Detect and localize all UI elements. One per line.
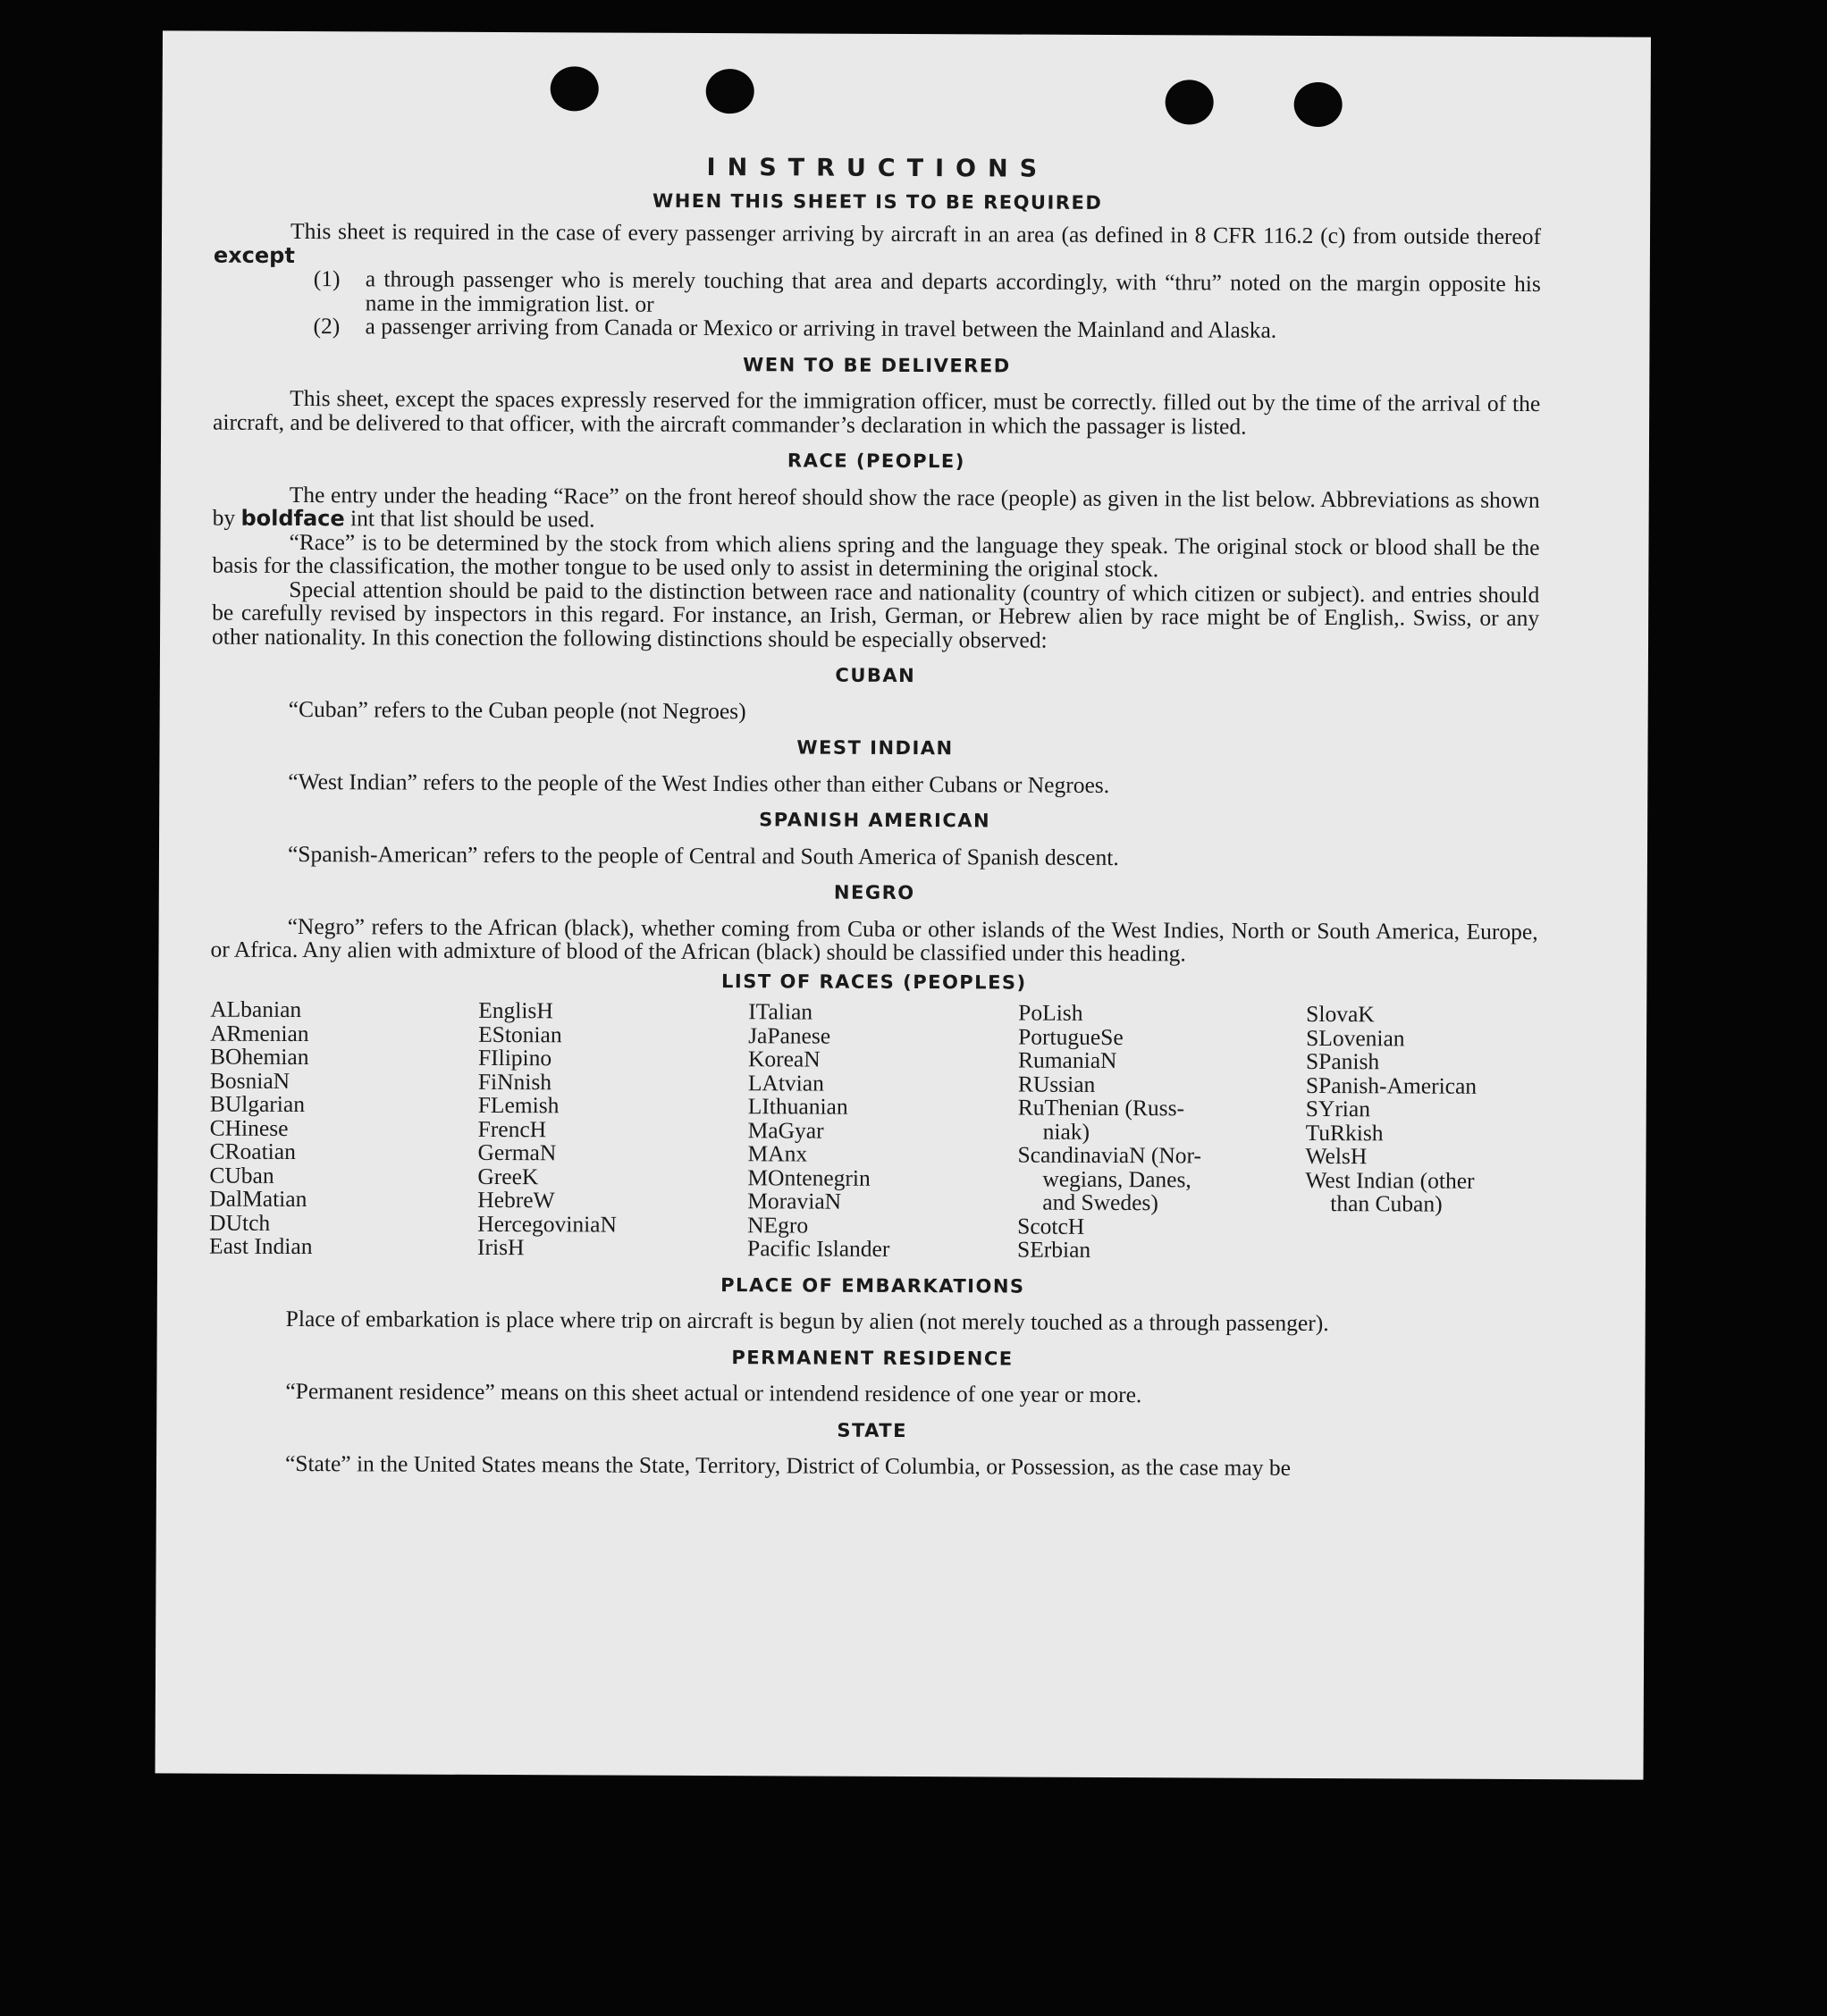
race-entry: GermaN — [477, 1138, 557, 1166]
heading-when-delivered: WEN TO BE DELIVERED — [743, 353, 1011, 377]
cuban-text: “Cuban” refers to the Cuban people (not Negroes) — [288, 695, 746, 724]
race-entry: DUtch — [209, 1209, 271, 1236]
spanish-american-text: “Spanish-American” refers to the people of Central and South America of Spanish descent. — [287, 840, 1119, 870]
races-table — [209, 995, 1537, 1264]
document-sheet — [155, 30, 1650, 1779]
race-entry: RUssian — [1017, 1071, 1096, 1097]
race-entry: FrencH — [477, 1115, 547, 1142]
race-entry: TuRkish — [1305, 1119, 1384, 1146]
race-entry: SYrian — [1305, 1095, 1371, 1122]
race-entry: East Indian — [209, 1232, 313, 1260]
race-entry: ARmenian — [210, 1020, 309, 1046]
punch-hole — [1294, 82, 1343, 127]
races-column — [1305, 1000, 1537, 1264]
race-entry: MaGyar — [747, 1116, 824, 1144]
race-entry: SPanish-American — [1305, 1071, 1478, 1099]
heading-when-required: WHEN THIS SHEET IS TO BE REQUIRED — [652, 189, 1103, 214]
heading-list-of-races: LIST OF RACES (PEOPLES) — [721, 970, 1027, 994]
races-column — [209, 995, 478, 1260]
race-entry: JaPanese — [748, 1021, 831, 1049]
west-indian-text: “West Indian” refers to the people of the West Indies other than either Cubans or Negroes. — [288, 768, 1110, 798]
race-entry: niak) — [1042, 1118, 1090, 1145]
race-entry: KoreaN — [747, 1046, 821, 1072]
race-entry: RuThenian (Russ- — [1017, 1094, 1185, 1121]
negro-text: “Negro” refers to the African (black), whether coming from Cuba or other islands of the West Indies, North or South America, Europe, or Africa. Any alien with admixture of blood of the African (black) should be classified under this heading. — [210, 912, 1538, 967]
race-entry: IrisH — [477, 1233, 525, 1261]
race-entry: FiNnish — [477, 1068, 552, 1095]
race-entry: PortugueSe — [1018, 1023, 1124, 1050]
race-entry: NEgro — [747, 1211, 809, 1239]
race-entry: FLemish — [477, 1091, 560, 1119]
race-entry: and Swedes) — [1042, 1189, 1158, 1216]
race-entry: CUban — [209, 1162, 274, 1189]
race-entry: CRoatian — [209, 1138, 296, 1165]
heading-permanent-residence: PERMANENT RESIDENCE — [731, 1346, 1014, 1370]
race-entry: PoLish — [1018, 999, 1083, 1026]
heading-spanish-american: SPANISH AMERICAN — [759, 809, 991, 832]
page-title: INSTRUCTIONS — [706, 154, 1049, 183]
race-entry: ScandinaviaN (Nor- — [1017, 1141, 1202, 1169]
race-entry: WelsH — [1305, 1142, 1368, 1170]
race-entry: SErbian — [1017, 1236, 1091, 1263]
list-item: (2) a passenger arriving from Canada or Mexico or arriving in travel between the Mainland and Alaska. — [313, 313, 1277, 343]
heading-race: RACE (PEOPLE) — [787, 449, 965, 473]
punch-hole — [1166, 80, 1214, 124]
race-entry: BosniaN — [209, 1067, 290, 1094]
state-text: “State” in the United States means the State, Territory, District of Columbia, or Possession, as the case may be — [284, 1449, 1292, 1481]
embarkation-text: Place of embarkation is place where trip on aircraft is begun by alien (not merely touched as a through passenger). — [285, 1305, 1329, 1337]
heading-west-indian: WEST INDIAN — [796, 736, 954, 760]
race-entry: Pacific Islander — [747, 1235, 890, 1262]
races-column — [1017, 999, 1306, 1264]
race-entry: CHinese — [209, 1114, 289, 1141]
race-entry: ScotcH — [1017, 1213, 1085, 1239]
heading-embarkation: PLACE OF EMBARKATIONS — [720, 1273, 1025, 1298]
races-column — [747, 1000, 1018, 1262]
race-entry: MoraviaN — [747, 1188, 842, 1214]
race-entry: ITalian — [748, 998, 813, 1025]
race-entry: SlovaK — [1306, 1000, 1375, 1028]
punch-hole — [551, 66, 599, 111]
race-entry: SLovenian — [1306, 1024, 1405, 1051]
race-entry: GreeK — [477, 1163, 539, 1189]
race-entry: wegians, Danes, — [1042, 1165, 1191, 1192]
required-intro: This sheet is required in the case of every passenger arriving by aircraft in an area (as defined in 8 CFR 116.2 (c) from outside thereof except — [213, 217, 1542, 268]
heading-negro: NEGRO — [833, 881, 915, 904]
delivered-text: This sheet, except the spaces expressly reserved for the immigration officer, must be correctly. filled out by the time of the arrival of the aircraft, and be delivered to that officer, with the aircraft commander’s declaration in which the passager is listed. — [213, 384, 1541, 440]
residence-text: “Permanent residence” means on this sheet actual or intendend residence of one year or more. — [285, 1377, 1142, 1408]
race-paragraph-2: “Race” is to be determined by the stock from which aliens spring and the language they speak. The original stock or blood shall be the basis for the classification, the mother tongue to be used only to assist in determining the original stock. — [212, 528, 1540, 583]
race-paragraph-3: Special attention should be paid to the distinction between race and nationality (country of which citizen or subject). and entries should be carefully revised by inspectors in this regard. For instance, an Irish, German, or Hebrew alien by race might be of English,. Swiss, or any other nationality. In this conection the following distinctions should be especially observed: — [211, 575, 1540, 653]
race-entry: than Cuban) — [1330, 1190, 1443, 1217]
race-entry: MAnx — [747, 1140, 808, 1167]
race-entry: EnglisH — [478, 996, 553, 1024]
instructions-content — [208, 155, 1541, 1482]
race-entry: HebreW — [477, 1186, 555, 1214]
race-paragraph-1: The entry under the heading “Race” on the front hereof should show the race (people) as given in the list below. Abbreviations as shown by boldface int that list should be used. — [212, 481, 1540, 533]
race-entry: LIthuanian — [747, 1093, 848, 1120]
race-entry: BUlgarian — [209, 1090, 306, 1118]
race-entry: EStonian — [478, 1021, 562, 1047]
race-entry: BOhemian — [209, 1043, 309, 1071]
race-entry: MOntenegrin — [747, 1163, 871, 1191]
race-entry: ALbanian — [210, 995, 302, 1023]
race-entry: West Indian (other — [1305, 1166, 1475, 1194]
punch-hole — [706, 69, 754, 113]
heading-state: STATE — [837, 1419, 908, 1441]
race-entry: LAtvian — [747, 1069, 824, 1096]
races-column — [477, 996, 748, 1261]
race-entry: FIlipino — [477, 1044, 552, 1071]
race-entry: SPanish — [1305, 1047, 1380, 1075]
race-entry: DalMatian — [209, 1185, 307, 1213]
heading-cuban: CUBAN — [835, 664, 916, 687]
race-entry: HercegoviniaN — [477, 1210, 618, 1238]
race-entry: RumaniaN — [1017, 1046, 1117, 1074]
list-item: (1) a through passenger who is merely touching that area and departs accordingly, with “thru” noted on the margin opposite his name in the immigration list. or — [313, 265, 1541, 317]
